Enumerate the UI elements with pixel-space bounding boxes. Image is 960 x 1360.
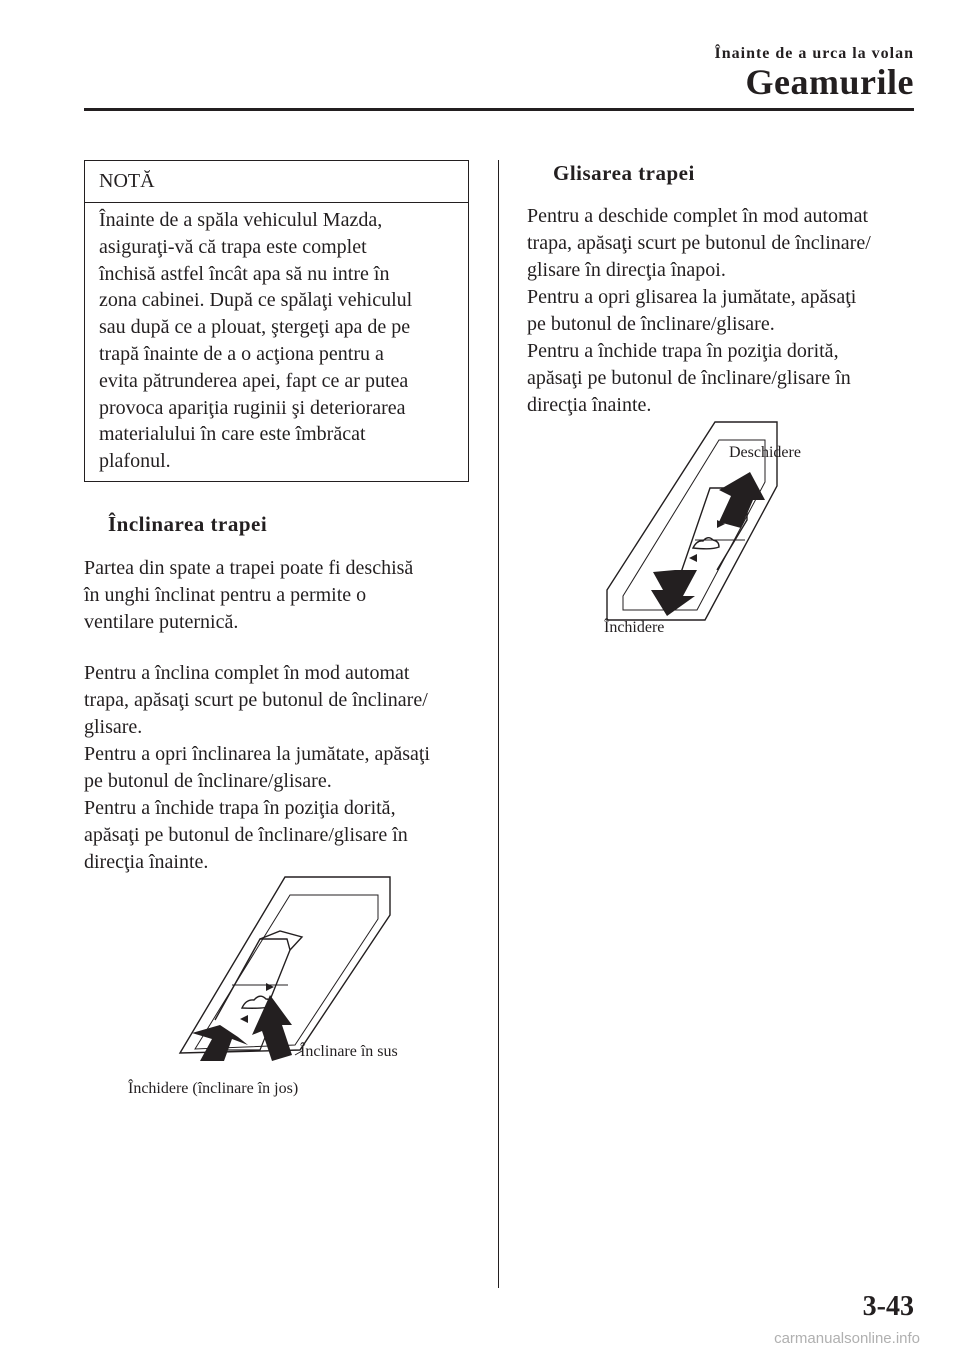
note-line: provoca apariţia ruginii şi deteriorarea bbox=[99, 396, 406, 419]
tilt-up-label: Înclinare în sus bbox=[300, 1043, 398, 1060]
slide-open-label: Deschidere bbox=[729, 444, 801, 461]
tilt-body bbox=[84, 660, 430, 876]
slide-body bbox=[527, 203, 871, 419]
note-box bbox=[84, 160, 469, 482]
note-line: asiguraţi-vă că trapa este complet bbox=[99, 235, 367, 258]
note-line: zona cabinei. După ce spălaţi vehiculul bbox=[99, 289, 413, 312]
chapter-title: Înainte de a urca la volan bbox=[714, 45, 914, 62]
tilt-body-line: Pentru a închide trapa în poziţia dorită, bbox=[84, 797, 396, 819]
tilt-body-line: apăsaţi pe butonul de înclinare/glisare în bbox=[84, 824, 408, 846]
arrow-indicator-up-icon bbox=[266, 983, 274, 991]
arrow-indicator-down-icon bbox=[689, 554, 697, 562]
tilt-body-line: trapa, apăsaţi scurt pe butonul de înclinare/ bbox=[84, 689, 428, 711]
tilt-intro-line: ventilare puternică. bbox=[84, 611, 239, 633]
open-slide-arrow-icon bbox=[719, 472, 765, 528]
slide-body-line: Pentru a opri glisarea la jumătate, apăsaţi bbox=[527, 286, 857, 308]
slide-body-line: pe butonul de înclinare/glisare. bbox=[527, 313, 775, 335]
tilt-body-line: Pentru a înclina complet în mod automat bbox=[84, 662, 410, 684]
watermark: carmanualsonline.info bbox=[774, 1330, 920, 1347]
slide-body-line: Pentru a deschide complet în mod automat bbox=[527, 205, 869, 227]
tilt-body-line: pe butonul de înclinare/glisare. bbox=[84, 770, 332, 792]
note-line: materialului în care este îmbrăcat bbox=[99, 423, 366, 446]
header-rule bbox=[84, 108, 914, 111]
close-tilt-down-arrow-icon bbox=[192, 1025, 248, 1061]
sunroof-icon bbox=[693, 538, 719, 549]
slide-heading: Glisarea trapei bbox=[553, 161, 695, 185]
note-line: plafonul. bbox=[99, 450, 171, 473]
slide-switch-illustration bbox=[595, 420, 845, 625]
tilt-intro-line: Partea din spate a trapei poate fi deschisă bbox=[84, 557, 414, 579]
note-line: Înainte de a spăla vehiculul Mazda, bbox=[99, 209, 383, 231]
slide-body-line: glisare în direcţia înapoi. bbox=[527, 259, 726, 281]
slide-body-line: apăsaţi pe butonul de înclinare/glisare în bbox=[527, 367, 851, 389]
slide-body-line: Pentru a închide trapa în poziţia dorită, bbox=[527, 340, 839, 362]
note-title: NOTĂ bbox=[85, 161, 468, 203]
arrow-indicator-down-icon bbox=[240, 1015, 248, 1023]
tilt-intro bbox=[84, 555, 413, 636]
column-divider bbox=[498, 160, 499, 1288]
note-line: trapă înainte de a o acţiona pentru a bbox=[99, 342, 384, 365]
note-line: evita pătrunderea apei, fapt ce ar putea bbox=[99, 369, 409, 392]
tilt-body-line: direcţia înainte. bbox=[84, 851, 209, 873]
note-text bbox=[85, 203, 468, 475]
tilt-intro-line: în unghi înclinat pentru a permite o bbox=[84, 584, 367, 606]
close-slide-arrow-icon bbox=[651, 570, 697, 616]
tilt-body-line: glisare. bbox=[84, 716, 143, 738]
slide-body-line: trapa, apăsaţi scurt pe butonul de înclinare/ bbox=[527, 232, 871, 254]
note-line: sau după ce a plouat, ştergeţi apa de pe bbox=[99, 316, 411, 339]
tilt-close-label: Închidere (înclinare în jos) bbox=[128, 1080, 299, 1097]
note-line: închisă astfel încât apa să nu intre în bbox=[99, 262, 390, 285]
section-title: Geamurile bbox=[745, 62, 914, 102]
console-inner-edge bbox=[195, 895, 378, 1049]
tilt-body-line: Pentru a opri înclinarea la jumătate, apăsaţi bbox=[84, 743, 430, 765]
slide-close-label: Închidere bbox=[604, 619, 665, 636]
slide-body-line: direcţia înainte. bbox=[527, 394, 652, 416]
tilt-heading: Înclinarea trapei bbox=[108, 512, 268, 536]
page-number: 3-43 bbox=[862, 1291, 914, 1322]
